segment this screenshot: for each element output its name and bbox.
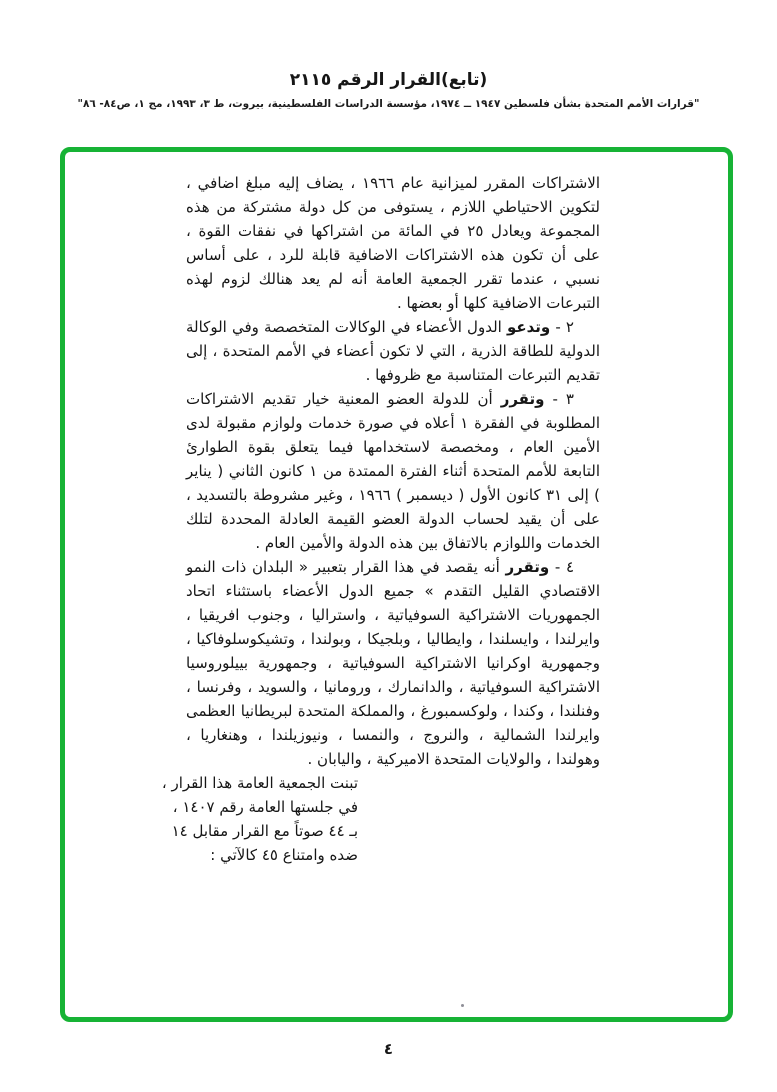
paragraph-text: الدول الأعضاء في الوكالات المتخصصة وفي الوكالة الدولية للطاقة الذرية ، التي لا تكون أعضاء في الأمم المتحدة ، إلى تقديم التبرعات المتناسبة مع ظروفها .	[186, 318, 600, 384]
source-citation: "قرارات الأمم المتحدة بشأن فلسطين ١٩٤٧ ــ ١٩٧٤، مؤسسة الدراسات الفلسطينية، بيروت، ط ٣، ١٩٩٣، مج ١، ص٨٤- ٨٦"	[77, 98, 700, 110]
paragraph-lead: وتدعو	[506, 318, 551, 336]
adoption-line: ضده وامتناع ٤٥ كالآتي :	[210, 846, 358, 864]
adoption-line: بـ ٤٤ صوتاً مع القرار مقابل ١٤	[171, 822, 358, 840]
adoption-line: في جلستها العامة رقم ١٤٠٧ ،	[172, 798, 358, 816]
resolution-body	[161, 171, 601, 867]
paragraph-continuation	[186, 171, 600, 315]
paragraph-3	[186, 387, 600, 555]
paragraph-text: الاشتراكات المقرر لميزانية عام ١٩٦٦ ، يضاف إليه مبلغ اضافي ، لتكوين الاحتياطي اللازم ، يستوفى من كل دولة مشتركة من هذه المجموعة ويعادل ٢٥ في المائة من اشتراكها في نفقات القوة ، على أن تكون هذه الاشتراكات الاضافية قابلة للرد ، على أساس نسبي ، عندما تقرر الجمعية العامة أنه لم يعد هنالك لزوم لهذه التبرعات الاضافية كلها أو بعضها .	[186, 174, 600, 312]
page-number: ٤	[383, 1040, 394, 1058]
paragraph-text: أن للدولة العضو المعنية خيار تقديم الاشتراكات المطلوبة في الفقرة ١ أعلاه في صورة خدمات ولوازم مقبولة لدى الأمين العام ، ومخصصة لاستخدامها فيما يتعلق بقوة الطوارئ التابعة للأمم المتحدة أثناء الفترة الممتدة من ١ كانون الثاني ( يناير ) إلى ٣١ كانون الأول ( ديسمبر ) ١٩٦٦ ، وغير مشروطة بالتسديد ، على أن يقيد لحساب الدولة العضو القيمة العادلة المحددة لتلك الخدمات واللوازم بالاتفاق بين هذه الدولة والأمين العام .	[186, 390, 601, 552]
paragraph-number: ٣ -	[552, 390, 574, 408]
paragraph-lead: وتقرر	[500, 390, 545, 408]
adoption-note	[161, 771, 358, 867]
paragraph-number: ٢ -	[555, 318, 574, 336]
resolution-title: (تابع)القرار الرقم ٢١١٥	[289, 70, 488, 90]
paragraph-number: ٤ -	[554, 558, 574, 576]
paragraph-text: أنه يقصد في هذا القرار بتعبير « البلدان ذات النمو الاقتصادي القليل التقدم » جميع الدول الأعضاء باستثناء اتحاد الجمهوريات الاشتراكية السوفياتية ، واستراليا ، وجنوب افريقيا ، وايرلندا ، وايسلندا ، وايطاليا ، وبلجيكا ، وبولندا ، وتشيكوسلوفاكيا ، وجمهورية اوكرانيا الاشتراكية السوفياتية ، وجمهورية بييلوروسيا الاشتراكية السوفياتية ، والدانمارك ، ورومانيا ، والسويد ، وفرنسا ، وفنلندا ، وكندا ، ولوكسمبورغ ، والمملكة المتحدة لبريطانيا العظمى وايرلندا الشمالية ، والنروج ، والنمسا ، ونيوزيلندا ، وهنغاريا ، وهولندا ، والولايات المتحدة الاميركية ، واليابان .	[186, 558, 600, 768]
ink-speck	[461, 1004, 464, 1007]
paragraph-lead: وتقرر	[505, 558, 550, 576]
paragraph-2	[186, 315, 600, 387]
paragraph-4	[186, 555, 600, 771]
document-header	[0, 70, 777, 110]
adoption-line: تبنت الجمعية العامة هذا القرار ،	[161, 774, 358, 792]
